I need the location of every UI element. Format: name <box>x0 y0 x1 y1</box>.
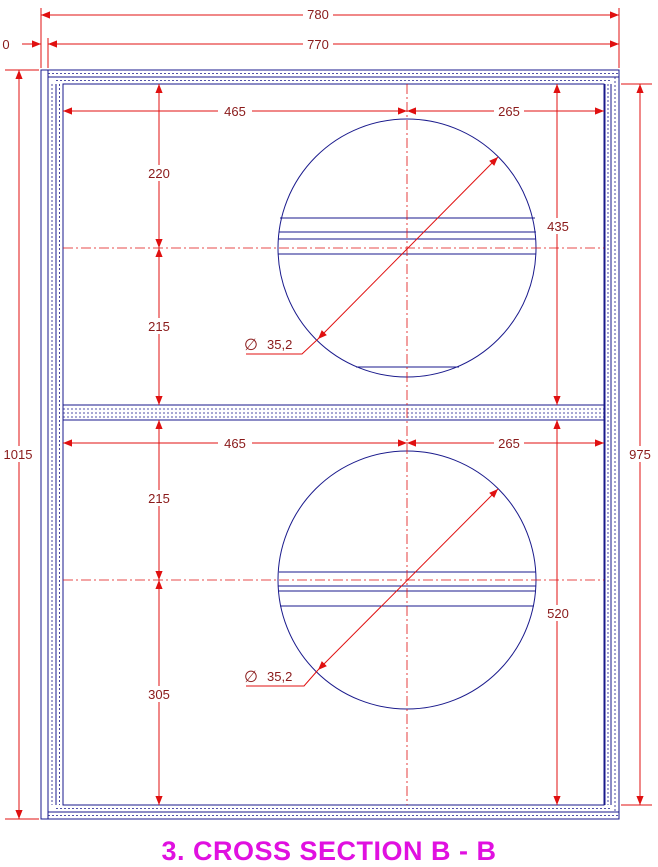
dim-bottom-lower-height: 305 <box>148 687 170 702</box>
dim-top-lower-height: 215 <box>148 319 170 334</box>
dimension-lines <box>5 8 652 819</box>
dim-inner-height: 975 <box>629 447 651 462</box>
dim-bottom-right-width: 265 <box>498 436 520 451</box>
diameter-symbol-top: ∅ <box>244 337 258 354</box>
dim-top-right-width: 265 <box>498 104 520 119</box>
dim-top-upper-height: 220 <box>148 166 170 181</box>
panel-hatching <box>48 74 619 816</box>
dim-bottom-left-width: 465 <box>224 436 246 451</box>
dim-bottom-diameter: 35,2 <box>267 669 293 684</box>
drawing-title: 3. CROSS SECTION B - B <box>161 836 497 866</box>
dim-overall-height: 1015 <box>3 447 33 462</box>
dim-bottom-right-height: 520 <box>547 606 569 621</box>
label-backgrounds <box>1 6 654 702</box>
diameter-symbol-bottom: ∅ <box>244 669 258 686</box>
dim-top-right-height: 435 <box>547 219 569 234</box>
dim-left-cut: 0 <box>2 37 10 52</box>
cabinet-outline <box>41 70 619 819</box>
dim-inner-width: 770 <box>307 37 329 52</box>
dim-overall-width: 780 <box>307 7 329 22</box>
dim-top-diameter: 35,2 <box>267 337 293 352</box>
dim-top-left-width: 465 <box>224 104 246 119</box>
dim-bottom-upper-height: 215 <box>148 491 170 506</box>
